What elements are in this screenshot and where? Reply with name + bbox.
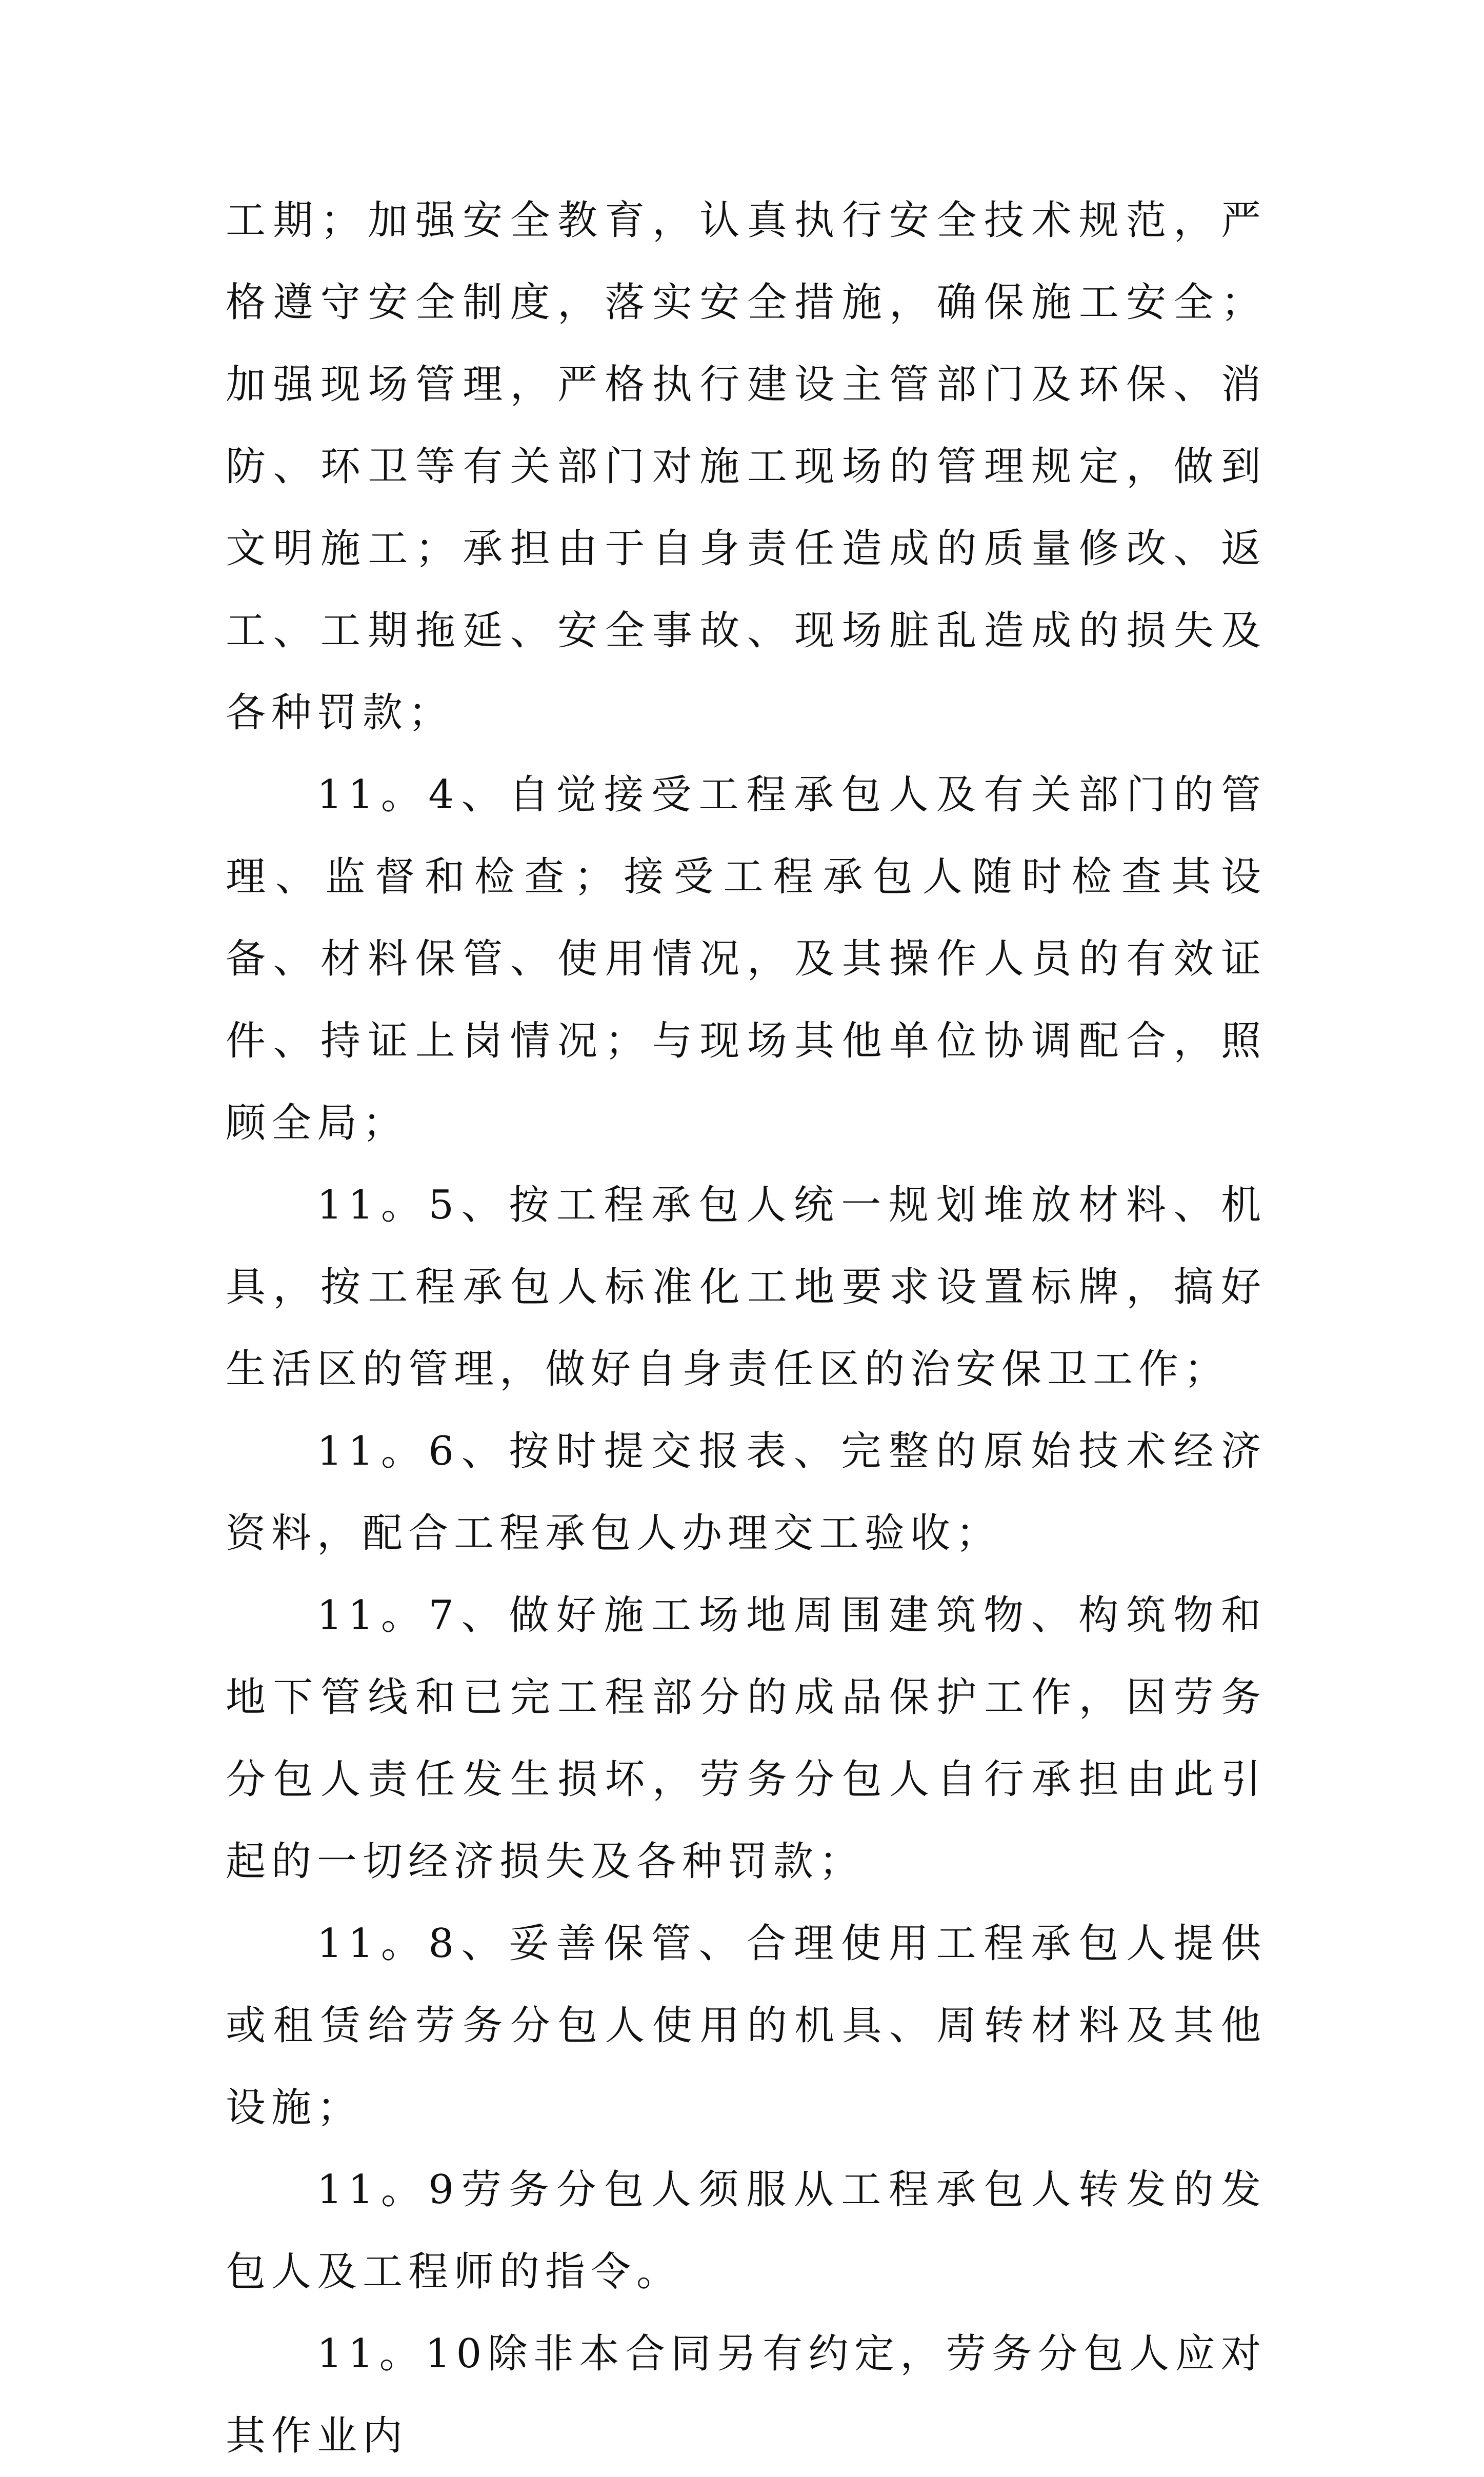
clause-11-7: 11。7、做好施工场地周围建筑物、构筑物和地下管线和已完工程部分的成品保护工作，因劳务分包人责任发生损坏，劳务分包人自行承担由此引起的一切经济损失及各种罚款； [226,1592,1267,1885]
clause-11-4: 11。4、自觉接受工程承包人及有关部门的管理、监督和检查；接受工程承包人随时检查其设备、材料保管、使用情况，及其操作人员的有效证件、持证上岗情况；与现场其他单位协调配合，照顾全局； [226,772,1267,1146]
document-body [226,179,1267,2477]
paragraph-continuation: 工期；加强安全教育，认真执行安全技术规范，严格遵守安全制度，落实安全措施，确保施工安全；加强现场管理，严格执行建设主管部门及环保、消防、环卫等有关部门对施工现场的管理规定，做到文明施工；承担由于自身责任造成的质量修改、返工、工期拖延、安全事故、现场脏乱造成的损失及各种罚款； [226,197,1267,736]
clause-11-8: 11。8、妥善保管、合理使用工程承包人提供或租赁给劳务分包人使用的机具、周转材料及其他设施； [226,1921,1267,2131]
clause-11-5: 11。5、按工程承包人统一规划堆放材料、机具，按工程承包人标准化工地要求设置标牌，搞好生活区的管理，做好自身责任区的治安保卫工作； [226,1182,1267,1392]
clause-11-6: 11。6、按时提交报表、完整的原始技术经济资料，配合工程承包人办理交工验收； [226,1428,1267,1556]
clause-11-10: 11。10除非本合同另有约定，劳务分包人应对其作业内 [226,2331,1267,2459]
clause-11-9: 11。9劳务分包人须服从工程承包人转发的发包人及工程师的指令。 [226,2167,1267,2295]
